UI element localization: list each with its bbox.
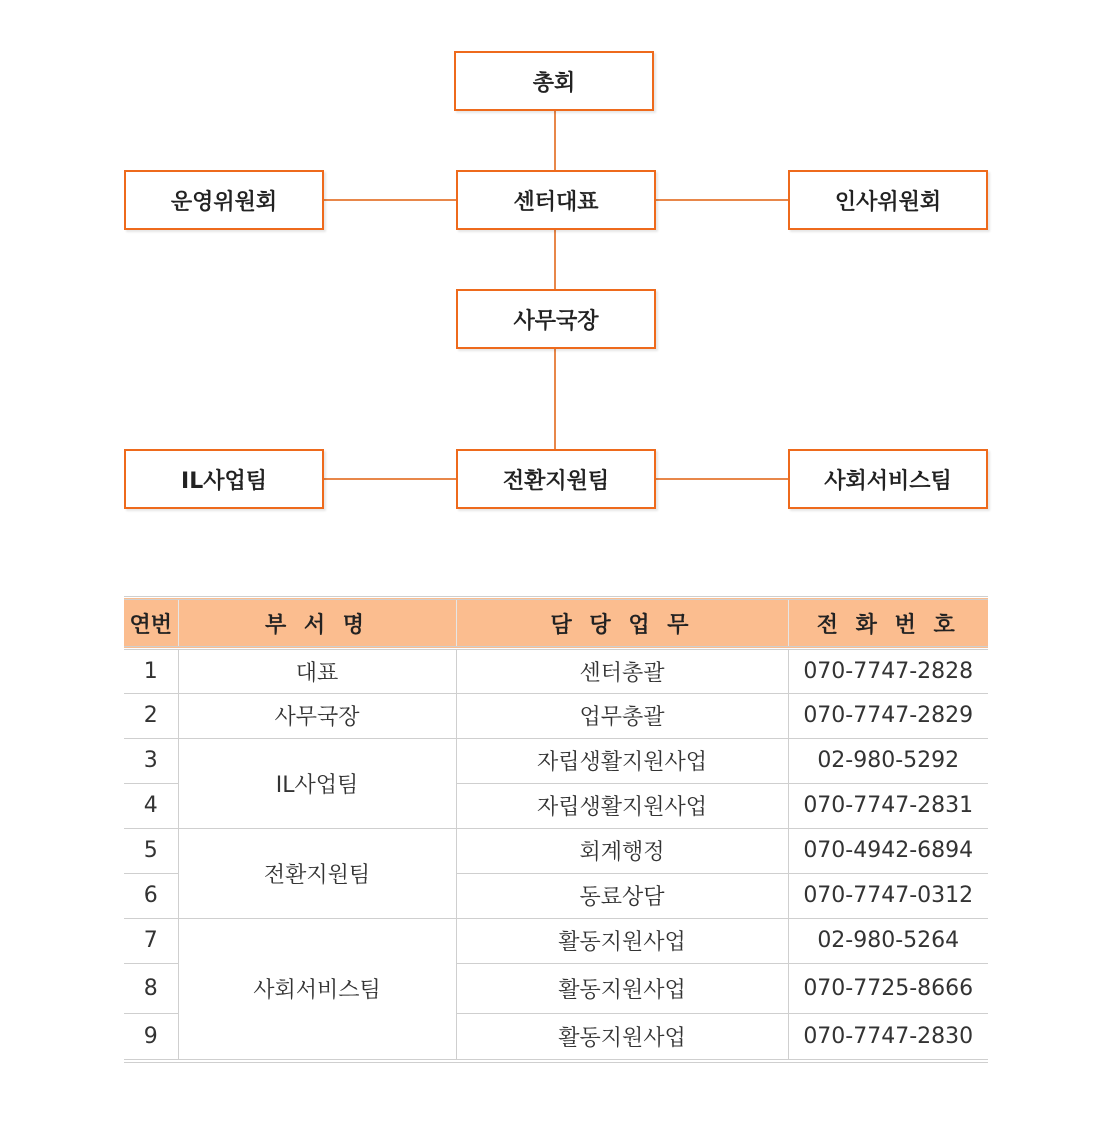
row-no: 9 [124,1013,178,1061]
row-no: 3 [124,738,178,783]
table-row [124,693,988,738]
table-row [124,918,988,963]
row-duty: 업무총괄 [456,693,788,738]
box-operating-committee: 운영위원회 [124,170,324,230]
connector-line [655,478,789,480]
box-center-director: 센터대표 [456,170,656,230]
contact-table [124,596,988,1063]
box-general-assembly: 총회 [454,51,654,111]
connector-line [324,478,457,480]
header-phone: 전 화 번 호 [788,598,988,648]
table-row [124,828,988,873]
box-personnel-committee: 인사위원회 [788,170,988,230]
row-phone: 02-980-5292 [788,738,988,783]
row-no: 5 [124,828,178,873]
table-header-row [124,598,988,648]
row-no: 4 [124,783,178,828]
connector-line [324,199,457,201]
row-duty: 활동지원사업 [456,963,788,1013]
row-phone: 070-7747-0312 [788,873,988,918]
row-duty: 활동지원사업 [456,1013,788,1061]
box-transition-team: 전환지원팀 [456,449,656,509]
table-row [124,648,988,693]
row-duty: 자립생활지원사업 [456,783,788,828]
table-row [124,738,988,783]
box-secretary-general: 사무국장 [456,289,656,349]
row-duty: 회계행정 [456,828,788,873]
row-department: 사무국장 [178,693,456,738]
row-duty: 자립생활지원사업 [456,738,788,783]
row-phone: 070-4942-6894 [788,828,988,873]
connector-line [655,199,789,201]
row-duty: 활동지원사업 [456,918,788,963]
box-il-team: IL사업팀 [124,449,324,509]
row-phone: 070-7747-2829 [788,693,988,738]
row-duty: 센터총괄 [456,648,788,693]
row-duty: 동료상담 [456,873,788,918]
row-department: 전환지원팀 [178,828,456,918]
connector-line [554,230,556,289]
row-phone: 070-7747-2828 [788,648,988,693]
row-no: 2 [124,693,178,738]
row-no: 6 [124,873,178,918]
row-no: 7 [124,918,178,963]
row-department: IL사업팀 [178,738,456,828]
connector-line [554,110,556,170]
row-no: 8 [124,963,178,1013]
row-department: 사회서비스팀 [178,918,456,1061]
row-phone: 070-7747-2830 [788,1013,988,1061]
header-duty: 담 당 업 무 [456,598,788,648]
connector-line [554,348,556,449]
row-phone: 070-7747-2831 [788,783,988,828]
row-phone: 02-980-5264 [788,918,988,963]
row-phone: 070-7725-8666 [788,963,988,1013]
org-chart [0,0,1112,540]
header-department: 부 서 명 [178,598,456,648]
header-no: 연번 [124,598,178,648]
row-no: 1 [124,648,178,693]
row-department: 대표 [178,648,456,693]
box-social-service-team: 사회서비스팀 [788,449,988,509]
